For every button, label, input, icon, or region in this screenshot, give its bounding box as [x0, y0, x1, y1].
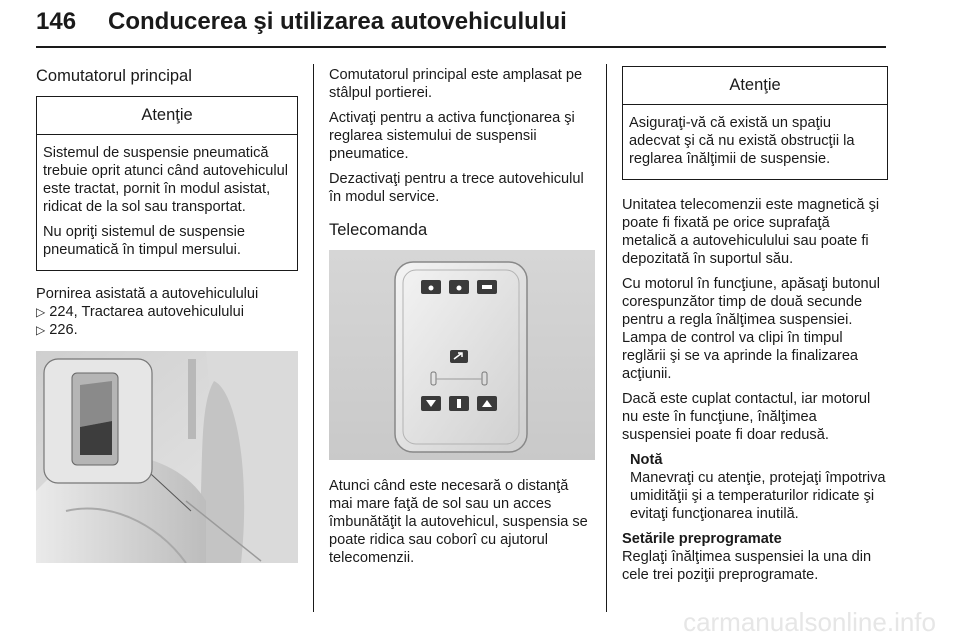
watermark: carmanualsonline.info	[683, 607, 936, 637]
note-block	[622, 451, 888, 523]
page-header	[36, 6, 886, 46]
paragraph-presets: Reglaţi înălţimea suspensiei la una din cele trei poziţii preprogramate.	[622, 549, 872, 583]
warning-text-clearance: Asiguraţi-vă că există un spaţiu adecvat şi că nu există obstrucţii la reglarea înălţimii de suspensie.	[629, 115, 855, 167]
ref-end: .	[73, 322, 78, 338]
warning-box-suspension	[36, 96, 298, 271]
warning-text-2: Nu opriţi sistemul de suspensie pneumatică în timpul mersului.	[43, 224, 245, 258]
paragraph-remote-usage: Atunci când este necesară o distanţă mai mare faţă de sol sau un acces îmbunătăţit la autovehicul, suspensia se poate ridica sau coborî cu ajutorul telecomenzii.	[329, 478, 588, 566]
remote-control-illustration	[329, 250, 595, 465]
column-divider-1	[313, 64, 314, 612]
warning-text-1: Sistemul de suspensie pneumatică trebuie oprit atunci când autovehiculul este tractat, pornit în modul asistat, ridicat de la sol sau transportat.	[43, 145, 289, 215]
section-title-remote: Telecomanda	[329, 221, 428, 239]
paragraph-ignition-on: Dacă este cuplat contactul, iar motorul nu este în funcţiune, înălţimea suspensiei poate fi doar redusă.	[622, 391, 871, 443]
paragraph-deactivate: Dezactivaţi pentru a trece autovehiculul în modul service.	[329, 171, 584, 205]
ref-text-jump-start: Pornirea asistată a autovehiculului	[36, 286, 259, 302]
ref-text-towing: , Tractarea autovehiculului	[73, 304, 245, 320]
paragraph-magnetic: Unitatea telecomenzii este magnetică şi poate fi fixată pe orice suprafaţă metalică a autovehiculului sau poate fi depozitată în suportul său.	[622, 197, 880, 267]
column-3	[622, 66, 888, 591]
main-switch-illustration	[36, 351, 298, 568]
section-title-main-switch: Comutatorul principal	[36, 67, 192, 85]
column-1	[36, 66, 298, 568]
note-text: Manevraţi cu atenţie, protejaţi împotriva umidităţii şi a temperaturilor ridicate şi evitaţi funcţionarea inutilă.	[630, 470, 886, 522]
warning-title: Atenţie	[729, 76, 781, 94]
column-divider-2	[606, 64, 607, 612]
link-page-226[interactable]: 226	[49, 322, 74, 338]
warning-title: Atenţie	[141, 106, 193, 124]
page-reference-arrow-icon: ▷	[36, 305, 46, 319]
paragraph-switch-location: Comutatorul principal este amplasat pe stâlpul portierei.	[329, 67, 583, 101]
paragraph-activate: Activaţi pentru a activa funcţionarea şi reglarea sistemului de suspensii pneumatice.	[329, 110, 575, 162]
subheading-presets: Setările preprogramate	[622, 531, 782, 547]
note-title: Notă	[630, 452, 663, 468]
page-reference-arrow-icon: ▷	[36, 323, 46, 337]
header-rule	[36, 46, 886, 48]
cross-references	[36, 285, 298, 339]
paragraph-press-button: Cu motorul în funcţiune, apăsaţi butonul corespunzător timp de două secunde pentru a regla înălţimea suspensiei. Lampa de control va clipi în timpul reglării şi se va aprinde la finalizarea acţiunii.	[622, 276, 880, 382]
page-title: Conducerea şi utilizarea autovehiculului	[108, 8, 567, 35]
warning-box-clearance	[622, 66, 888, 180]
column-2	[329, 66, 595, 574]
link-page-224[interactable]: 224	[49, 304, 74, 320]
page-number: 146	[36, 8, 77, 35]
